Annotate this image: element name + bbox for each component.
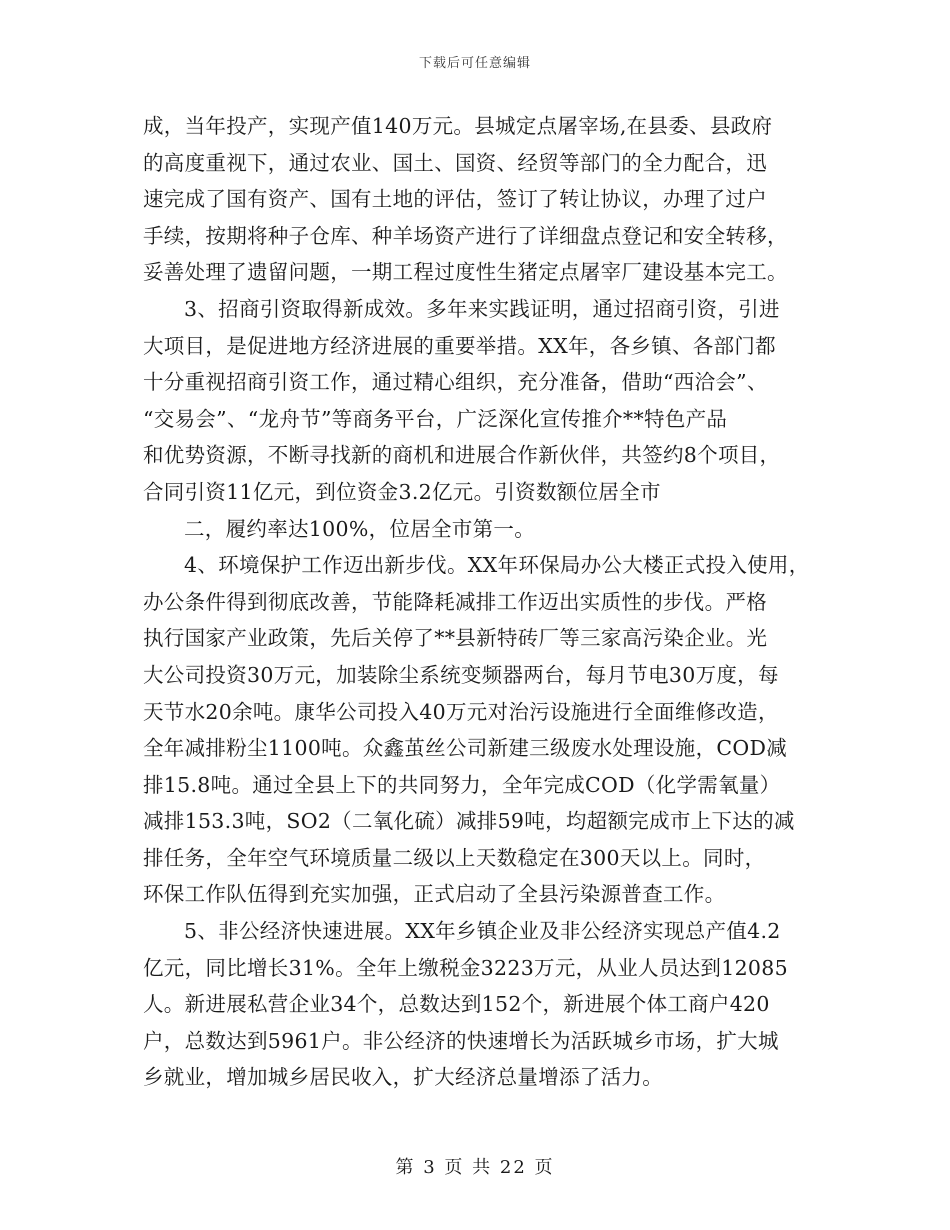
body-line: 速完成了国有资产、国有土地的评估，签订了转让协议，办理了过户 — [143, 187, 767, 212]
body-line: 大项目，是促进地方经济进展的重要举措。XX年，各乡镇、各部门都 — [143, 333, 776, 358]
footer-prefix: 第 — [395, 1157, 416, 1178]
body-line: 合同引资11亿元，到位资金3.2亿元。引资数额位居全市 — [143, 479, 661, 504]
body-line: 和优势资源，不断寻找新的商机和进展合作新伙伴，共签约8个项目， — [143, 443, 781, 468]
paragraph-start-line: 二，履约率达100%，位居全市第一。 — [184, 516, 536, 541]
footer-middle: 页 共 — [444, 1157, 493, 1178]
body-line: 全年减排粉尘1100吨。众鑫茧丝公司新建三级废水处理设施，COD减 — [143, 736, 787, 761]
paragraph-start-line: 3、招商引资取得新成效。多年来实践证明，通过招商引资，引进 — [184, 296, 780, 321]
footer-suffix: 页 — [534, 1157, 555, 1178]
body-line: 妥善处理了遗留问题，一期工程过度性生猪定点屠宰厂建设基本完工。 — [143, 260, 788, 285]
body-line: 减排153.3吨，SO2（二氧化硫）减排59吨，均超额完成市上下达的减 — [143, 809, 795, 834]
body-line: “交易会”、“龙舟节”等商务平台，广泛深化宣传推介**特色产品 — [143, 406, 728, 431]
body-line: 执行国家产业政策，先后关停了**县新特砖厂等三家高污染企业。光 — [143, 626, 768, 651]
body-line: 排任务，全年空气环境质量二级以上天数稳定在300天以上。同时， — [143, 845, 766, 870]
body-line: 十分重视招商引资工作，通过精心组织，充分准备，借助“西洽会”、 — [143, 370, 768, 395]
body-line: 办公条件得到彻底改善，节能降耗减排工作迈出实质性的步伐。严格 — [143, 589, 767, 614]
total-page-count: 22 — [499, 1157, 527, 1178]
page-header-note: 下载后可任意编辑 — [418, 56, 531, 71]
body-line: 的高度重视下，通过农业、国土、国资、经贸等部门的全力配合，迅 — [143, 150, 767, 175]
body-line: 户，总数达到5961户。非公经济的快速增长为活跃城乡市场，扩大城 — [143, 1028, 779, 1053]
body-line: 乡就业，增加城乡居民收入，扩大经济总量增添了活力。 — [143, 1065, 663, 1090]
body-line: 大公司投资30万元，加装除尘系统变频器两台，每月节电30万度，每 — [143, 662, 779, 687]
body-line: 人。新进展私营企业34个，总数达到152个，新进展个体工商户420 — [143, 992, 770, 1017]
page-number-footer — [0, 1153, 950, 1179]
body-line: 成，当年投产，实现产值140万元。县城定点屠宰场,在县委、县政府 — [143, 114, 773, 138]
paragraph-start-line: 5、非公经济快速进展。XX年乡镇企业及非公经济实现总产值4.2 — [184, 919, 781, 944]
body-line: 环保工作队伍得到充实加强，正式启动了全县污染源普查工作。 — [143, 882, 726, 907]
paragraph-start-line: 4、环境保护工作迈出新步伐。XX年环保局办公大楼正式投入使用， — [184, 553, 810, 578]
document-body — [143, 108, 818, 1096]
current-page-number: 3 — [423, 1157, 437, 1178]
body-line: 亿元，同比增长31%。全年上缴税金3223万元，从业人员达到12085 — [143, 955, 788, 980]
body-line: 天节水20余吨。康华公司投入40万元对治污设施进行全面维修改造， — [143, 699, 779, 724]
body-line: 手续，按期将种子仓库、种羊场资产进行了详细盘点登记和安全转移， — [143, 223, 788, 248]
body-line: 排15.8吨。通过全县上下的共同努力，全年完成COD（化学需氧量） — [143, 772, 781, 797]
